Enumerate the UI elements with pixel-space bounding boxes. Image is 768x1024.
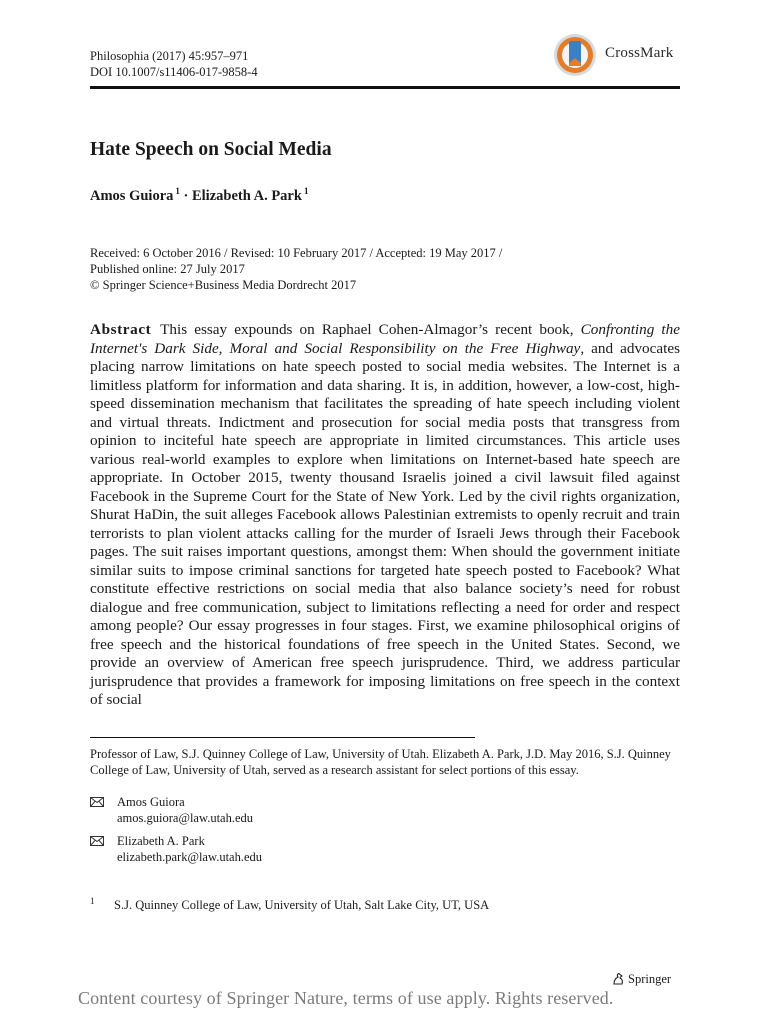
publication-history (90, 245, 690, 293)
springer-horse-icon (611, 972, 625, 986)
publisher-name: Springer (628, 972, 672, 986)
crossmark-icon (553, 33, 597, 77)
envelope-icon (90, 797, 104, 807)
header-divider (90, 86, 680, 89)
contact-email[interactable]: amos.guiora@law.utah.edu (117, 811, 254, 825)
abstract (90, 321, 680, 710)
author-name[interactable]: Elizabeth A. Park (191, 188, 302, 204)
author-list (90, 186, 308, 205)
dates-line: Received: 6 October 2016 / Revised: 10 February 2017 / Accepted: 19 May 2017 / (90, 246, 503, 260)
affiliation-number: 1 (90, 896, 95, 906)
abstract-label: Abstract (90, 321, 152, 338)
envelope-icon (90, 836, 104, 846)
published-online: Published online: 27 July 2017 (90, 262, 245, 276)
crossmark-badge[interactable] (553, 33, 683, 77)
author-separator: · (179, 188, 192, 204)
contact-name: Amos Guiora (117, 795, 185, 809)
abstract-body: , and advocates placing narrow limitations on hate speech posted to social media websites. The Internet is a limitless platform for information and data sharing. It is, in addition, however, a low-cost, high-speed dissemination mechanism that facilitates the spreading of hate speech including violent and virtual threats. Indictment and prosecution for social media posts that transgress from opinion to inciteful hate speech are appropriate in limited circumstances. This article uses various real-world examples to explore when limitations on Internet-based hate speech are appropriate. In October 2015, twenty thousand Israelis joined a civil lawsuit filed against Facebook in the Supreme Court for the State of New York. Led by the civil rights organization, Shurat HaDin, the suit alleges Facebook allows Palestinian extremists to openly recruit and train terrorists to plan violent attacks calling for the murder of Israeli Jews through their Facebook pages. The suit raises important questions, amongst them: When should the government initiate similar suits to impose criminal sanctions for targeted hate speech posted to Facebook? What constitute effective restrictions on social media that also balance society’s need for robust dialogue and free communication, subject to limitations reflecting a need for order and respect among people? Our essay progresses in four stages. First, we examine philosophical origins of free speech and the historical foundations of free speech in the United States. Second, we provide an overview of American free speech jurisprudence. Third, we address particular jurisprudence that provides a framework for imposing limitations on free speech in the context of social (90, 339, 681, 708)
author-affil-marker: 1 (303, 186, 309, 196)
article-title: Hate Speech on Social Media (90, 139, 332, 160)
contact-name: Elizabeth A. Park (117, 834, 205, 848)
courtesy-watermark: Content courtesy of Springer Nature, terms of use apply. Rights reserved. (78, 988, 614, 1008)
abstract-intro: This essay expounds on Raphael Cohen-Almagor’s recent book, (153, 321, 581, 338)
abstract-book-title: Confronting the Internet's Dark Side, Moral and Social Responsibility on the Free Highway (90, 321, 680, 357)
doi-line[interactable]: DOI 10.1007/s11406-017-9858-4 (90, 65, 258, 79)
copyright: © Springer Science+Business Media Dordrecht 2017 (90, 278, 357, 292)
crossmark-label: CrossMark (605, 45, 674, 61)
author-footnote: Professor of Law, S.J. Quinney College of Law, University of Utah. Elizabeth A. Park, J.D. May 2016, S.J. Quinney College of Law, University of Utah, served as a research assistant for select portions of this essay. (90, 747, 671, 777)
footnote-divider (90, 737, 475, 738)
author-name[interactable]: Amos Guiora (90, 188, 174, 204)
journal-citation (90, 48, 258, 80)
publisher-logo (611, 972, 671, 987)
journal-line: Philosophia (2017) 45:957–971 (90, 49, 249, 63)
contact-email[interactable]: elizabeth.park@law.utah.edu (117, 850, 263, 864)
affiliation-text: S.J. Quinney College of Law, University of Utah, Salt Lake City, UT, USA (114, 898, 490, 912)
author-affil-marker: 1 (175, 186, 180, 196)
